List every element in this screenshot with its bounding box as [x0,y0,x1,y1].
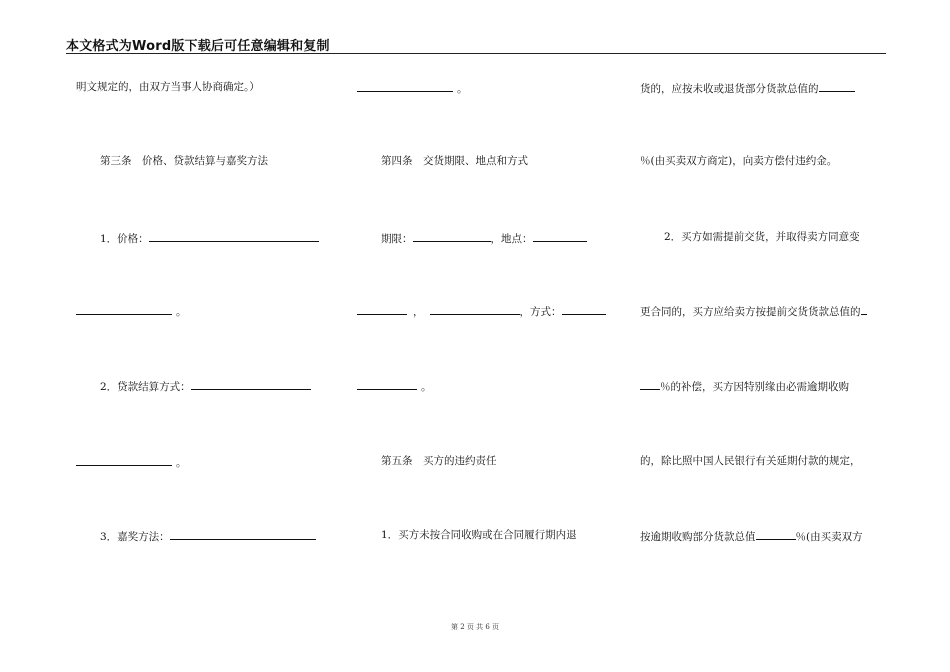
section-heading-5: 第五条 买方的违约责任 [381,455,497,467]
settlement-blank[interactable] [191,378,311,390]
place-blank[interactable] [533,230,587,242]
section-heading-4: 第四条 交货期限、地点和方式 [381,155,528,167]
period-mark: 。 [457,83,468,95]
price-line [76,230,319,246]
text-segment: ％的补偿，买方因特别缘由必需逾期收购 [660,381,849,393]
text-line: 明文规定的，由双方当事人协商确定。） [76,81,260,93]
column-3 [640,0,888,672]
comma-mark: ， [413,306,424,318]
term-label: 期限： [381,233,413,245]
reward-blank[interactable] [170,528,316,540]
settlement-line [76,378,311,394]
text-line [640,80,855,96]
column-1 [76,0,324,672]
breach-item-1: 1．买方未按合同收购或在合同履行期内退 [381,529,577,541]
method-label: ，方式： [519,306,562,318]
method-blank-2[interactable] [357,378,417,390]
price-continuation [76,303,187,319]
text-line [357,80,468,96]
text-line: 2．买方如需提前交货，并取得卖方同意变 [664,231,860,243]
price-label: 1．价格： [100,233,149,245]
text-segment: 按逾期收购部分货款总值 [640,531,756,543]
place-blank-3[interactable] [430,303,520,315]
text-segment: 货的，应按未收或退货部分货款总值的 [640,83,819,95]
header-title: 本文格式为Word版下载后可任意编辑和复制 [66,39,330,54]
text-line [640,303,867,319]
term-place-line [357,230,587,246]
method-continuation [357,378,432,394]
percent-blank[interactable] [756,528,796,540]
percent-blank[interactable] [819,80,855,92]
blank-line[interactable] [357,80,453,92]
reward-line [76,528,316,544]
place-method-line [357,303,606,319]
settlement-label: 2．贷款结算方式： [100,381,191,393]
percent-blank[interactable] [861,303,867,315]
method-blank[interactable] [562,303,606,315]
reward-label: 3．嘉奖方法： [100,531,170,543]
text-line [640,528,863,544]
column-2 [357,0,603,672]
period-mark: 。 [176,306,187,318]
place-blank-2[interactable] [357,303,407,315]
settlement-continuation [76,454,187,470]
place-label: ，地点： [490,233,533,245]
period-mark: 。 [176,457,187,469]
section-heading-3: 第三条 价格、贷款结算与嘉奖方法 [100,155,268,167]
page-footer: 第 2 页 共 6 页 [450,623,500,631]
text-segment: 更合同的，买方应给卖方按提前交货货款总值的 [640,306,861,318]
text-line [640,378,849,394]
text-line: ％(由买卖双方商定)，向卖方偿付违约金。 [640,155,838,167]
price-blank[interactable] [149,230,319,242]
percent-blank[interactable] [640,378,660,390]
text-segment: ％(由买卖双方 [795,531,863,543]
period-mark: 。 [421,381,432,393]
price-blank-2[interactable] [76,303,172,315]
text-line: 的，除比照中国人民银行有关延期付款的规定， [640,455,861,467]
settlement-blank-2[interactable] [76,454,172,466]
term-blank[interactable] [413,230,491,242]
